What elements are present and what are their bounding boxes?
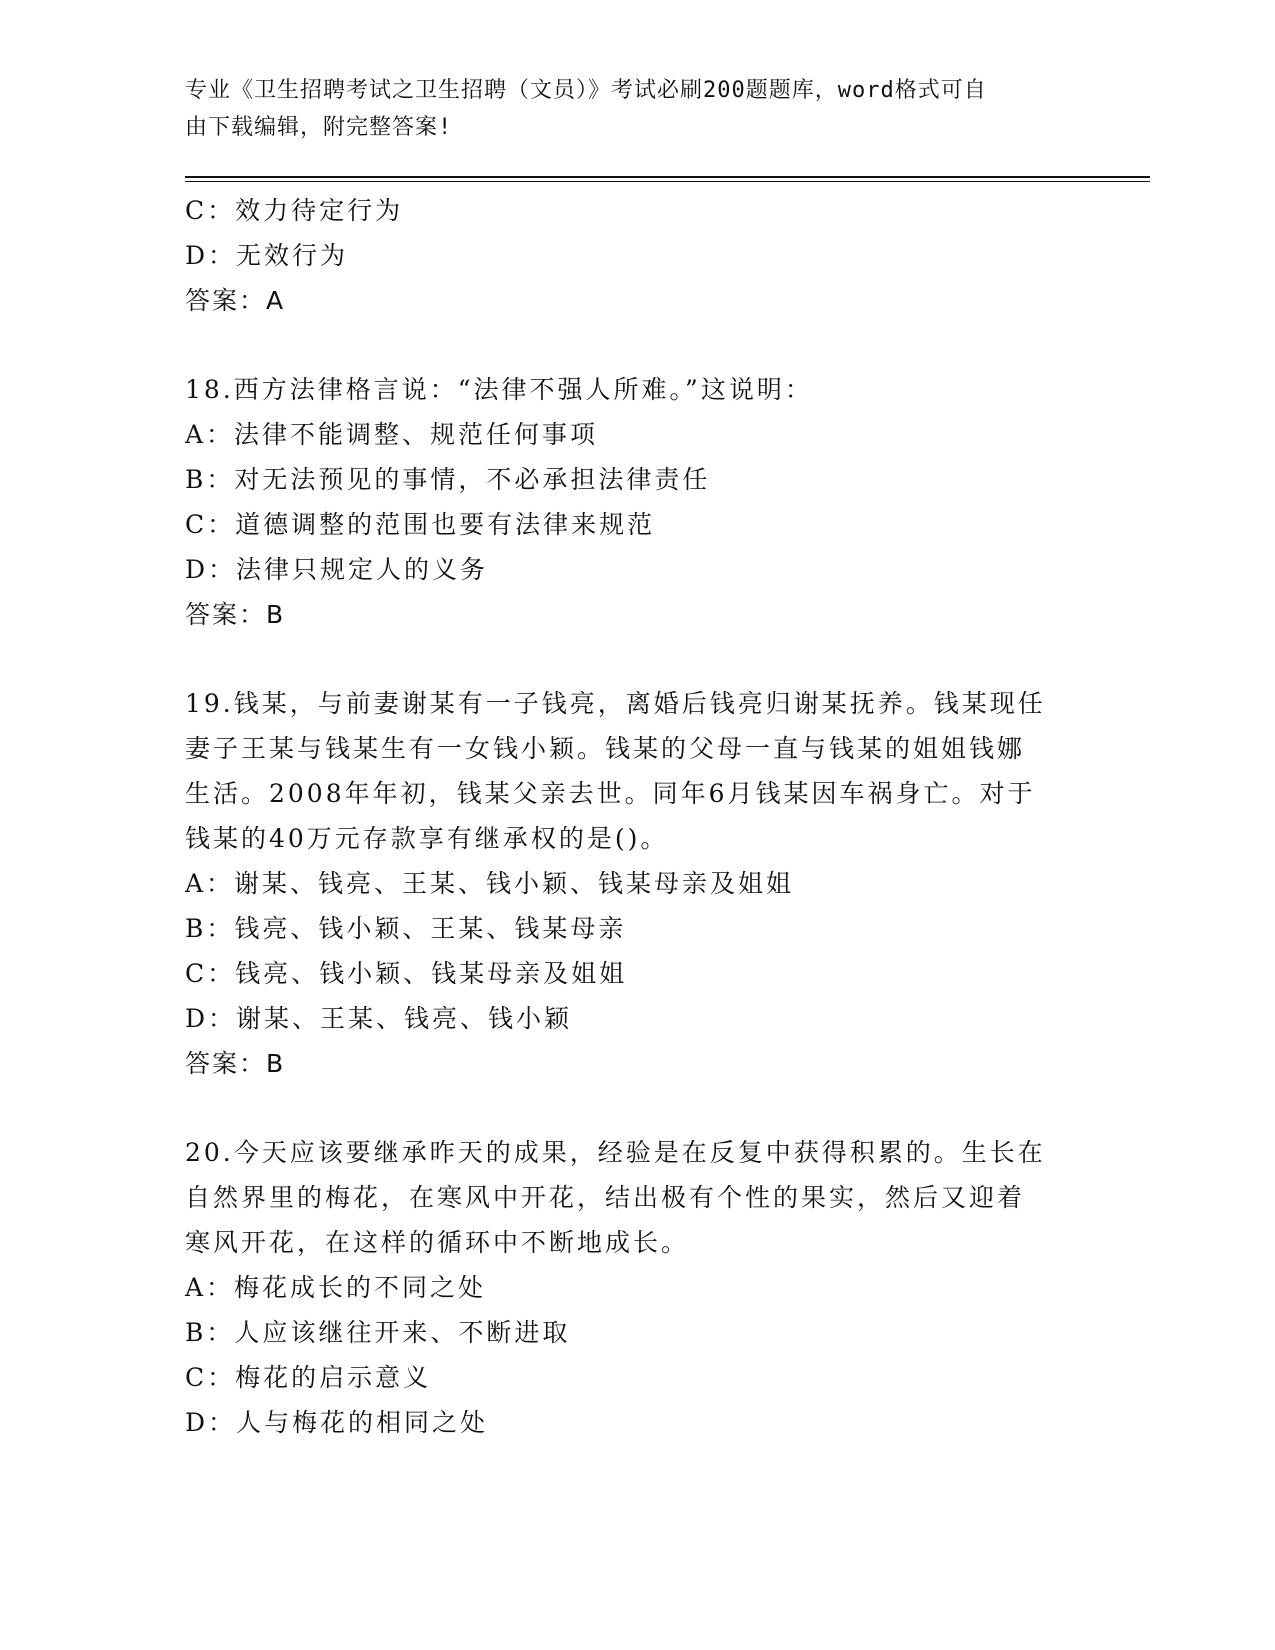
question-stem-line: 20.今天应该要继承昨天的成果，经验是在反复中获得积累的。生长在	[185, 1138, 1046, 1167]
spacer	[185, 1086, 1085, 1130]
option-a: A：谢某、钱亮、王某、钱小颖、钱某母亲及姐姐	[185, 869, 795, 898]
spacer	[185, 323, 1085, 367]
option-b: B：人应该继往开来、不断进取	[185, 1318, 571, 1347]
option-d: D：人与梅花的相同之处	[185, 1408, 489, 1437]
header-line-1: 专业《卫生招聘考试之卫生招聘（文员）》考试必刷200题题库，word格式可自	[185, 78, 987, 103]
document-header	[185, 72, 1065, 146]
option-d: D：谢某、王某、钱亮、钱小颖	[185, 1004, 573, 1033]
option-c: C：道德调整的范围也要有法律来规范	[185, 510, 656, 539]
answer: 答案：B	[185, 600, 286, 629]
question-content	[185, 188, 1085, 1445]
option-b: B：对无法预见的事情，不必承担法律责任	[185, 465, 711, 494]
question-stem-line: 生活。2008年年初，钱某父亲去世。同年6月钱某因车祸身亡。对于	[185, 779, 1036, 808]
option-c: C：效力待定行为	[185, 196, 404, 225]
option-c: C：梅花的启示意义	[185, 1363, 432, 1392]
header-rule-thin	[185, 181, 1150, 182]
option-a: A：法律不能调整、规范任何事项	[185, 420, 599, 449]
spacer	[185, 637, 1085, 681]
question-stem: 18.西方法律格言说：“法律不强人所难。”这说明：	[185, 375, 813, 404]
option-a: A：梅花成长的不同之处	[185, 1273, 487, 1302]
option-d: D：法律只规定人的义务	[185, 555, 489, 584]
question-stem-line: 自然界里的梅花，在寒风中开花，结出极有个性的果实，然后又迎着	[185, 1183, 1026, 1212]
question-stem-line: 钱某的40万元存款享有继承权的是()。	[185, 824, 669, 853]
question-stem-line: 妻子王某与钱某生有一女钱小颖。钱某的父母一直与钱某的姐姐钱娜	[185, 734, 1026, 763]
question-stem-line: 19.钱某，与前妻谢某有一子钱亮，离婚后钱亮归谢某抚养。钱某现任	[185, 689, 1046, 718]
question-stem-line: 寒风开花，在这样的循环中不断地成长。	[185, 1228, 690, 1257]
header-line-2: 由下载编辑，附完整答案!	[185, 115, 453, 140]
answer: 答案：B	[185, 1049, 286, 1078]
question-17-tail	[185, 188, 1085, 323]
option-d: D：无效行为	[185, 241, 349, 270]
question-20	[185, 1130, 1085, 1445]
answer: 答案：A	[185, 286, 286, 315]
question-19	[185, 681, 1085, 1086]
option-b: B：钱亮、钱小颖、王某、钱某母亲	[185, 914, 627, 943]
question-18	[185, 367, 1085, 637]
header-rule-thick	[185, 176, 1150, 178]
option-c: C：钱亮、钱小颖、钱某母亲及姐姐	[185, 959, 628, 988]
